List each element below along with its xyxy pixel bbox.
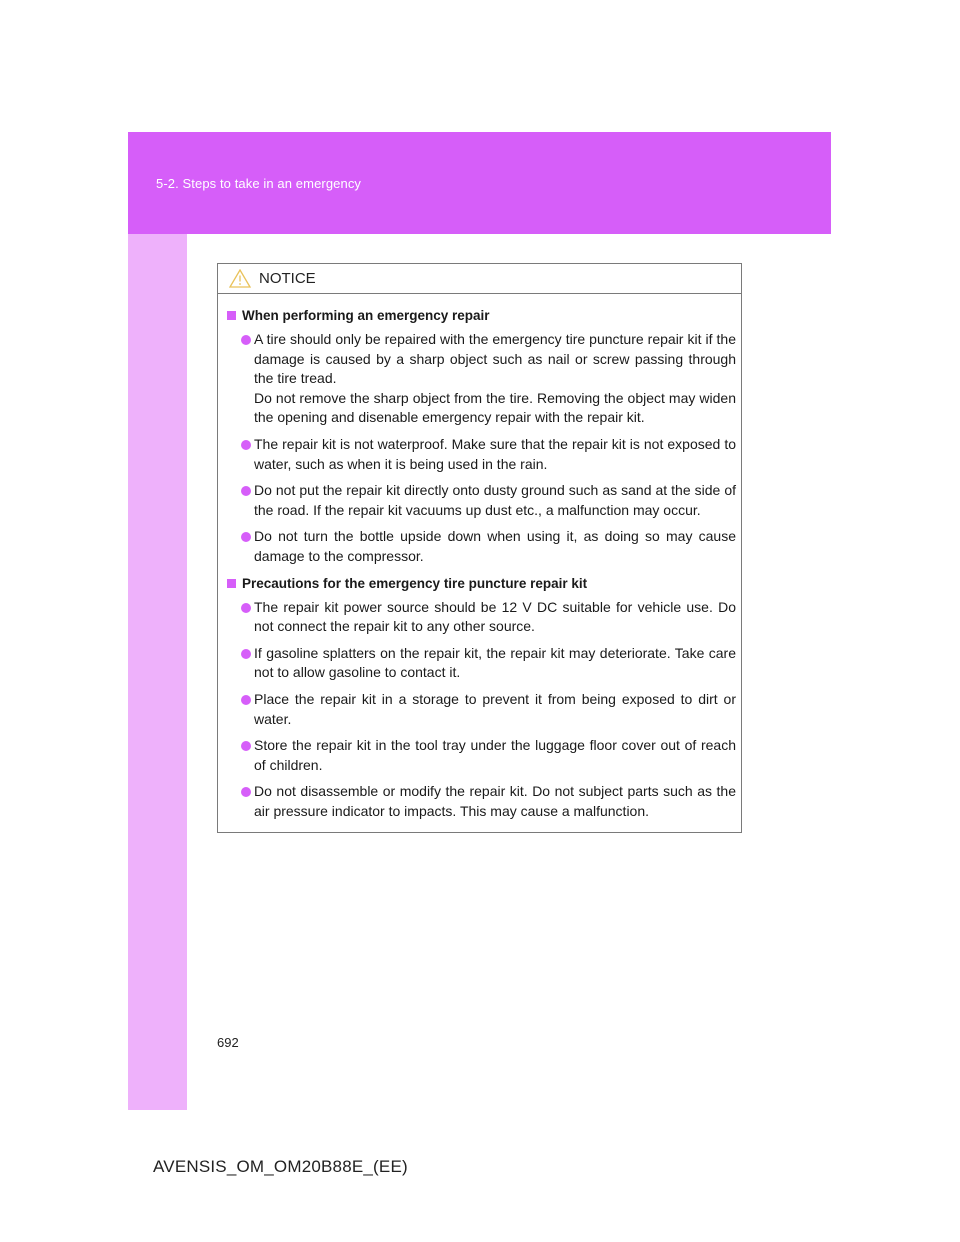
square-bullet-icon	[227, 311, 236, 320]
warning-triangle-icon	[229, 269, 251, 288]
list-item	[224, 481, 736, 520]
list-item-text-continued: Do not remove the sharp object from the tire. Removing the object may widen the opening and disenable emergency repair with the repair kit.	[254, 389, 736, 426]
square-bullet-icon	[227, 579, 236, 588]
list-item	[224, 330, 736, 428]
round-bullet-icon	[241, 603, 251, 613]
document-code: AVENSIS_OM_OM20B88E_(EE)	[153, 1157, 408, 1176]
list-item-text: If gasoline splatters on the repair kit, the repair kit may deteriorate. Take care not to allow gasoline to contact it.	[254, 644, 736, 681]
topic-heading-text: Precautions for the emergency tire puncture repair kit	[242, 575, 588, 591]
list-item-text: Do not disassemble or modify the repair kit. Do not subject parts such as the air pressure indicator to impacts. This may cause a malfunction.	[254, 783, 736, 819]
side-band	[128, 234, 187, 1110]
list-item	[224, 435, 736, 474]
round-bullet-icon	[241, 440, 251, 450]
list-item-text: The repair kit power source should be 12 V DC suitable for vehicle use. Do not connect the repair kit to any other source.	[254, 598, 736, 635]
notice-body	[218, 294, 741, 821]
round-bullet-icon	[241, 532, 251, 542]
notice-box	[217, 263, 742, 833]
topic-heading	[224, 306, 736, 325]
topic-heading	[224, 574, 736, 593]
round-bullet-icon	[241, 787, 251, 797]
list-item	[224, 736, 736, 775]
list-item	[224, 598, 736, 637]
list-item	[224, 782, 736, 821]
list-item-text: A tire should only be repaired with the emergency tire puncture repair kit if the damage is caused by a sharp object such as nail or screw passing through the tire tread.	[254, 331, 736, 387]
list-item-text: Do not turn the bottle upside down when using it, as doing so may cause damage to the compressor.	[254, 528, 736, 564]
list-item-text: Place the repair kit in a storage to prevent it from being exposed to dirt or water.	[254, 690, 736, 727]
list-item	[224, 644, 736, 683]
page-number: 692	[217, 1035, 239, 1050]
section-title: 5-2. Steps to take in an emergency	[156, 176, 362, 191]
notice-title: NOTICE	[259, 270, 316, 287]
round-bullet-icon	[241, 741, 251, 751]
list-item-text: Store the repair kit in the tool tray under the luggage floor cover out of reach of children.	[254, 737, 736, 773]
notice-header	[218, 264, 741, 294]
list-item	[224, 690, 736, 729]
round-bullet-icon	[241, 335, 251, 345]
topic-heading-text: When performing an emergency repair	[242, 308, 490, 323]
list-item-text: Do not put the repair kit directly onto dusty ground such as sand at the side of the road. If the repair kit vacuums up dust etc., a malfunction may occur.	[254, 482, 736, 518]
list-item	[224, 527, 736, 566]
round-bullet-icon	[241, 649, 251, 659]
round-bullet-icon	[241, 695, 251, 705]
list-item-text: The repair kit is not waterproof. Make sure that the repair kit is not exposed to water, such as when it is being used in the rain.	[254, 435, 736, 472]
round-bullet-icon	[241, 486, 251, 496]
header-band	[128, 132, 831, 234]
